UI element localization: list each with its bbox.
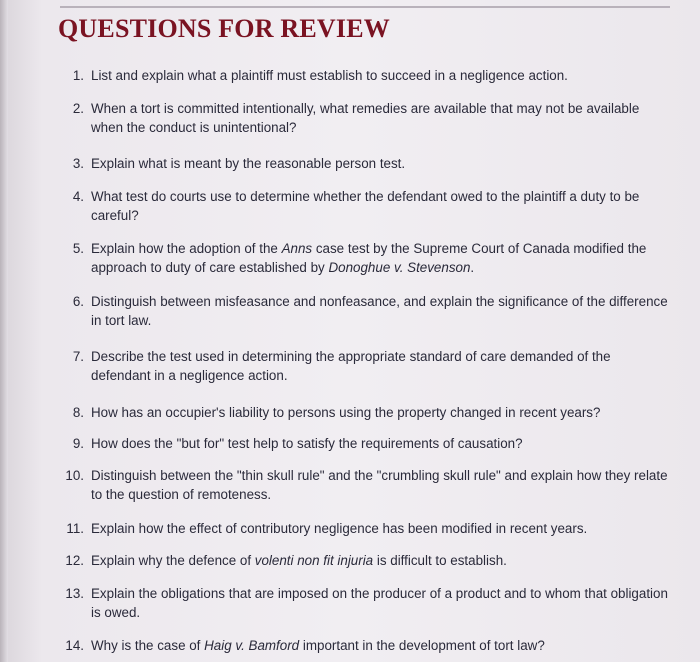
question-item-7 [58,347,670,385]
question-text-part: case test by the Supreme Court of Canada modified the approach to duty of care established by [91,241,647,275]
question-number: 10. [65,468,84,483]
question-text: Explain how the effect of contributory negligence has been modified in recent years. [91,521,588,536]
question-number: 3. [72,156,84,171]
question-item-13 [58,584,670,622]
question-text: What test do courts use to determine whether the defendant owed to the plaintiff a duty to be careful? [91,189,640,223]
case-name: Anns [281,241,313,256]
question-text: Distinguish between the "thin skull rule" and the "crumbling skull rule" and explain how they relate to the question of remoteness. [91,468,668,502]
page-heading: QUESTIONS FOR REVIEW [58,14,390,43]
question-number: 2. [72,101,84,116]
question-text: Distinguish between misfeasance and nonfeasance, and explain the significance of the difference in tort law. [91,294,668,328]
case-name: Donoghue v. Stevenson [328,260,471,275]
question-item-4 [58,187,670,225]
question-text [91,636,670,655]
question-number: 4. [72,189,84,204]
question-item-8 [58,403,670,422]
question-item-1 [58,66,670,85]
question-number: 12. [65,553,84,568]
latin-term: volenti non fit injuria [254,553,374,568]
question-item-14 [58,636,670,655]
question-text-part: . [470,260,475,275]
question-text [91,551,670,570]
question-text-part: important in the development of tort law? [299,638,545,653]
question-item-3 [58,154,670,173]
question-text-part: Explain why the defence of [91,553,255,568]
question-item-12 [58,551,670,570]
question-number: 13. [65,586,84,601]
top-rule [60,6,670,8]
question-text: When a tort is committed intentionally, what remedies are available that may not be available when the conduct is unintentional? [91,101,640,135]
question-item-9 [58,434,670,453]
question-number: 8. [72,405,84,420]
question-number: 6. [72,294,84,309]
book-spine-shadow [0,0,8,662]
question-item-6 [58,292,670,330]
question-text: How does the "but for" test help to satisfy the requirements of causation? [91,436,523,451]
question-item-5 [58,239,670,277]
question-text: List and explain what a plaintiff must establish to succeed in a negligence action. [91,68,568,83]
question-text-part: Why is the case of [91,638,205,653]
question-number: 9. [72,436,84,451]
question-item-10 [58,466,670,504]
question-text: Explain the obligations that are imposed on the producer of a product and to whom that obligation is owed. [91,586,668,620]
question-text: How has an occupier's liability to persons using the property changed in recent years? [91,405,601,420]
question-number: 5. [72,241,84,256]
question-text [91,239,670,277]
question-item-2 [58,99,670,137]
question-text: Describe the test used in determining the appropriate standard of care demanded of the defendant in a negligence action. [91,349,611,383]
question-number: 1. [72,68,84,83]
case-name: Haig v. Bamford [204,638,300,653]
question-number: 14. [65,638,84,653]
question-text-part: is difficult to establish. [373,553,507,568]
question-text-part: Explain how the adoption of the [91,241,282,256]
question-number: 7. [72,349,84,364]
question-number: 11. [66,521,84,536]
question-text: Explain what is meant by the reasonable person test. [91,156,406,171]
question-item-11 [58,519,670,538]
